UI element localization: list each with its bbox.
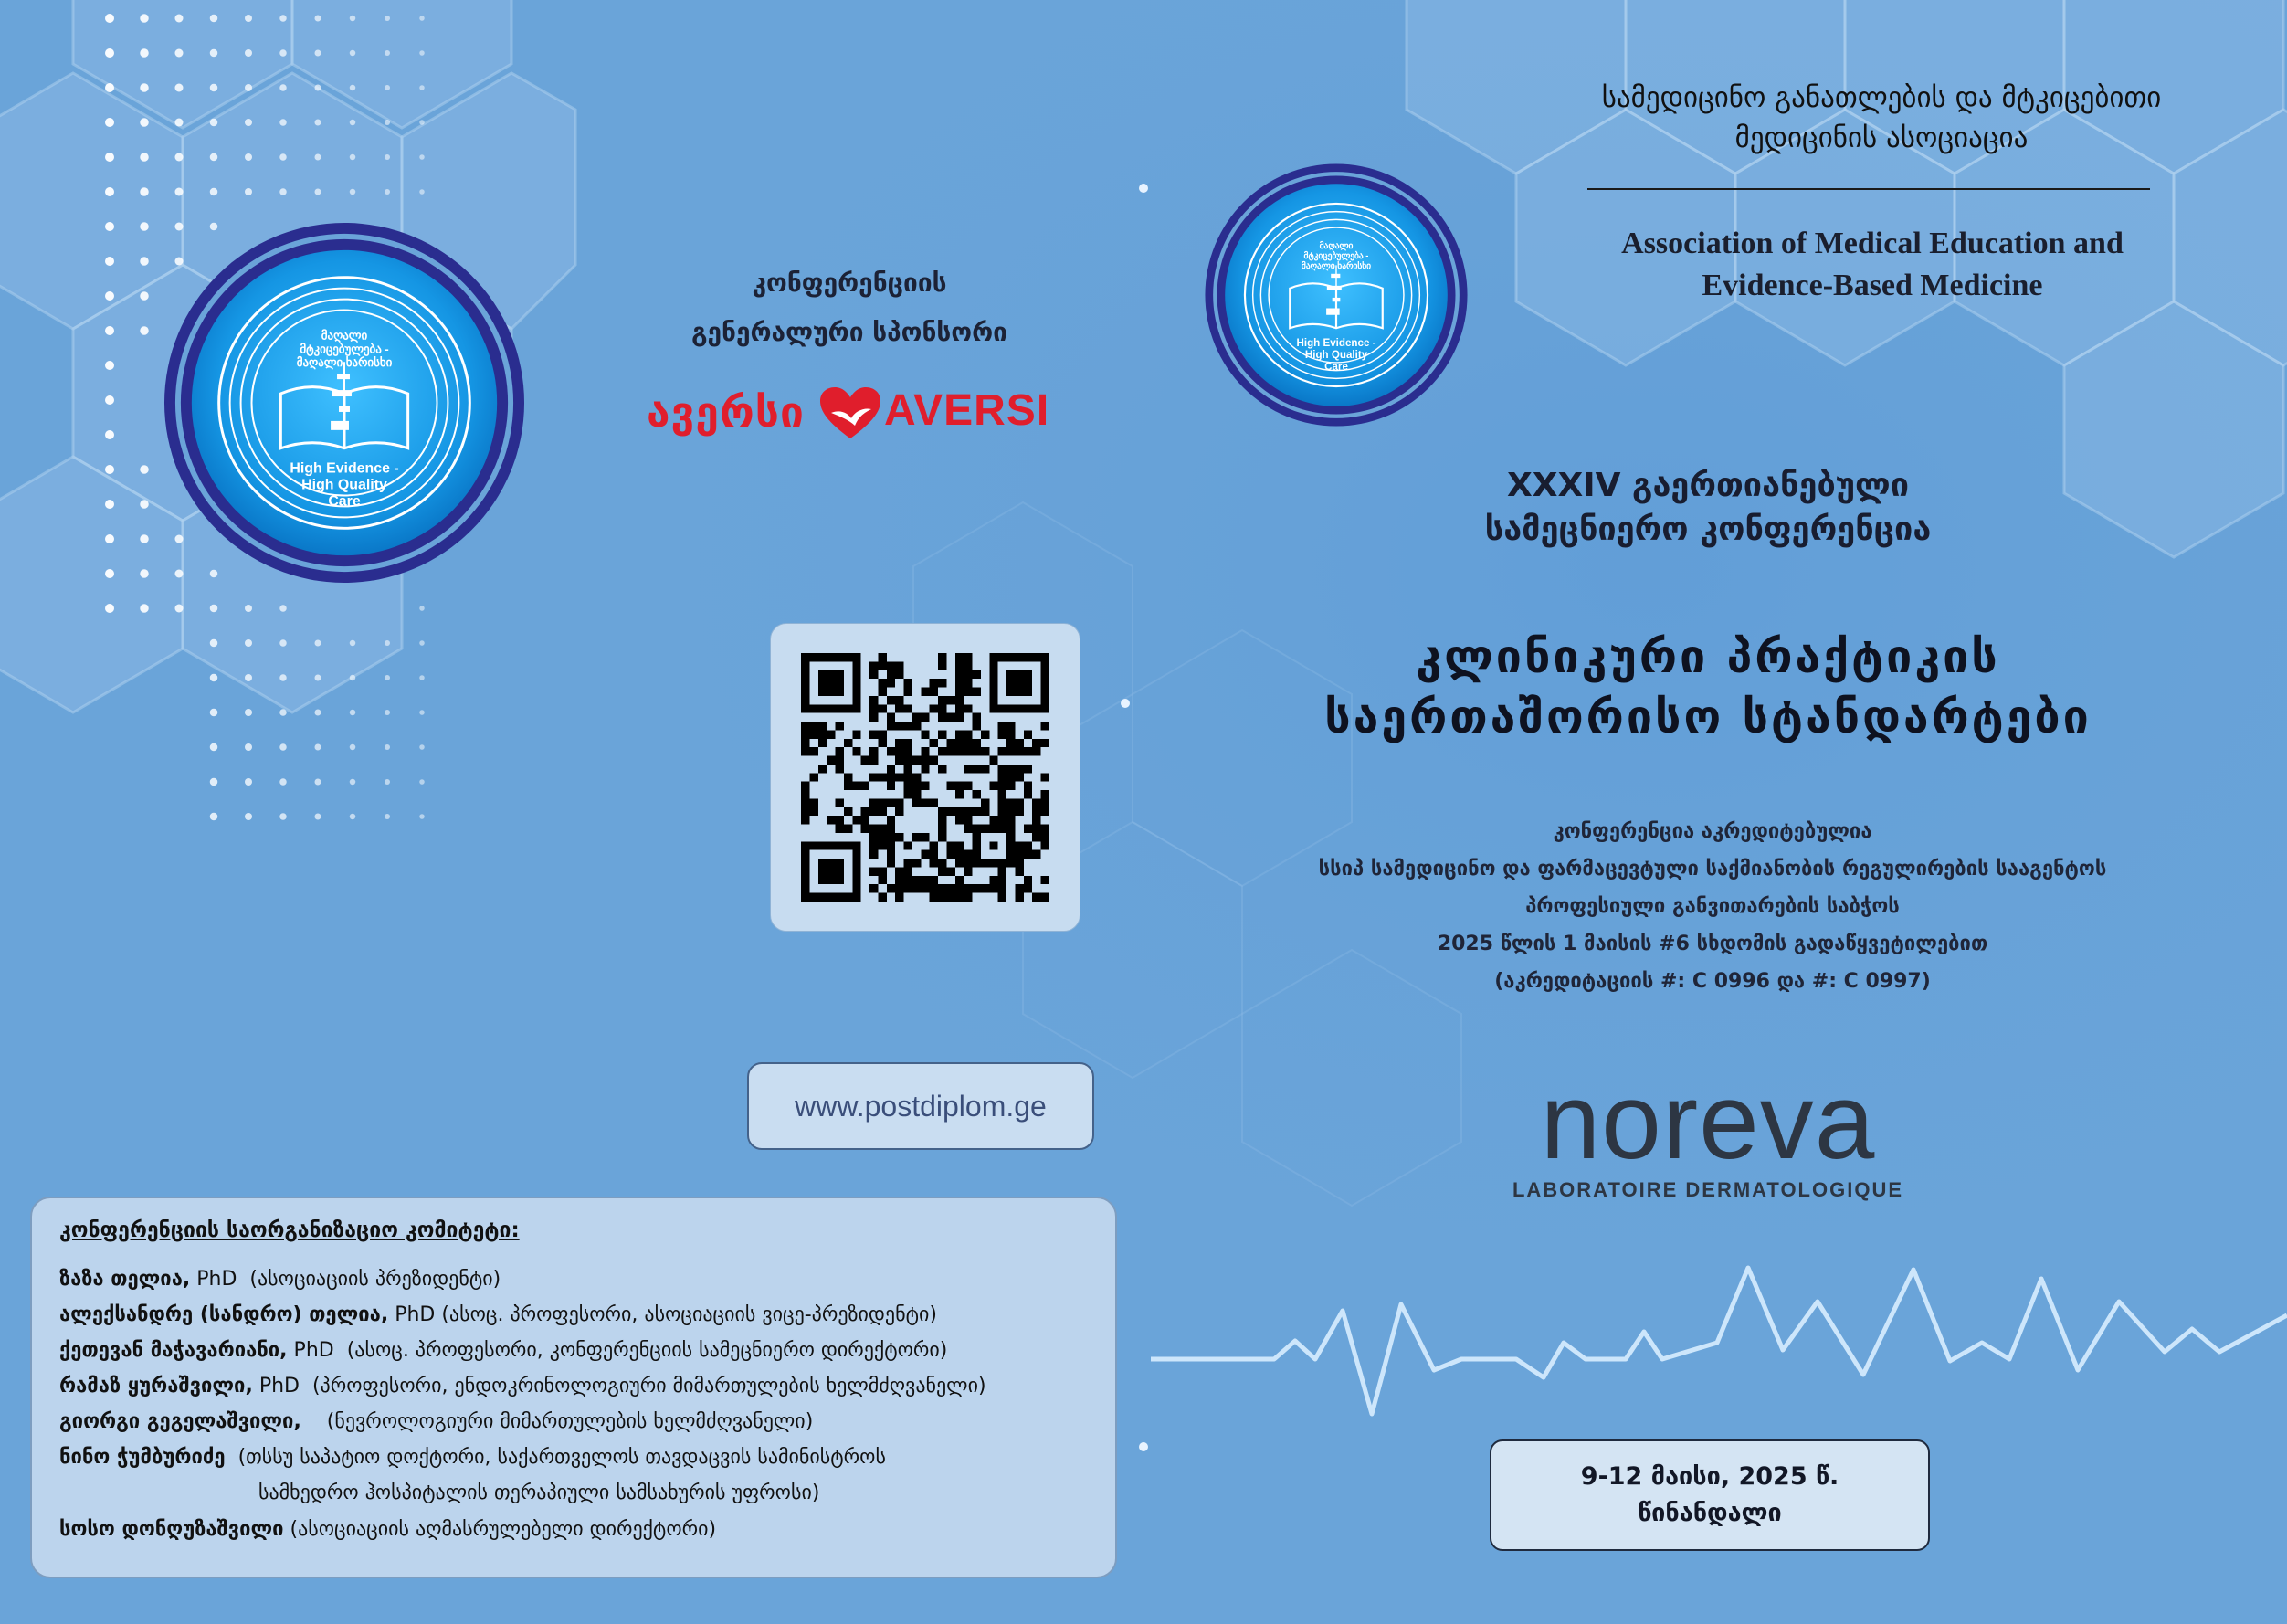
committee-member <box>59 1410 813 1433</box>
member-name: რამაზ ყურაშვილი, <box>59 1375 253 1397</box>
accreditation-line: სსიპ სამედიცინო და ფარმაცევტული საქმიანობის რეგულირების სააგენტოს <box>1318 858 2107 881</box>
conference-title-line2: საერთაშორისო სტანდარტები <box>1324 691 2092 743</box>
sponsor-heading-line1: კონფერენციის <box>752 268 947 298</box>
member-role: (ასოციაციის პრეზიდენტი) <box>249 1268 501 1291</box>
member-role: (ნევროლოგიური მიმართულების ხელმძღვანელი) <box>326 1410 814 1433</box>
association-name-en-line2: Evidence-Based Medicine <box>1702 269 2043 302</box>
date-location-box <box>1490 1439 1930 1551</box>
association-name-ka-line1: სამედიცინო განათლების და მტკიცებითი <box>1601 81 2162 114</box>
member-name: ზაზა თელია, <box>59 1268 191 1291</box>
member-name: ქეთევან მაჭავარიანი, <box>59 1339 288 1362</box>
member-name: გიორგი გეგელაშვილი, <box>59 1410 301 1433</box>
seal-text-bottom-1: High Evidence - <box>1296 336 1376 349</box>
website-link[interactable]: www.postdiplom.ge <box>747 1062 1094 1150</box>
association-divider <box>1587 188 2150 190</box>
member-degree: PhD <box>258 1375 300 1397</box>
member-name: ალექსანდრე (სანდრო) თელია, <box>59 1303 389 1326</box>
aversi-logo-latin: AVERSI <box>884 386 1050 435</box>
member-role: (პროფესორი, ენდოკრინოლოგიური მიმართულების ხელმძღვანელი) <box>311 1375 986 1397</box>
heart-icon <box>818 385 882 442</box>
committee-member <box>59 1339 947 1362</box>
accreditation-line: კონფერენცია აკრედიტებულია <box>1553 820 1872 843</box>
association-name-ka-line2: მედიცინის ასოციაცია <box>1734 121 2029 154</box>
member-name: სოსო დონღუზაშვილი <box>59 1518 284 1541</box>
member-role: (ასოც. პროფესორი, კონფერენციის სამეცნიერო დირექტორი) <box>346 1339 948 1362</box>
member-role: (თსსუ საპატიო დოქტორი, საქართველოს თავდაცვის სამინისტროს <box>237 1446 886 1469</box>
qr-code-card <box>770 623 1080 932</box>
conference-title <box>1270 627 2146 747</box>
committee-member <box>59 1303 937 1326</box>
seal-text-top-1: მაღალი <box>321 328 368 343</box>
accreditation-line: 2025 წლის 1 მაისის #6 სხდომის გადაწყვეტილებით <box>1437 933 1988 955</box>
committee-member <box>59 1518 716 1541</box>
association-name-georgian <box>1480 78 2283 158</box>
conference-number-line1: XXXIV გაერთიანებული <box>1507 467 1909 504</box>
aversi-logo-georgian: ავერსი <box>647 387 805 437</box>
conference-location: წინანდალი <box>1638 1499 1782 1527</box>
member-role: (ასოციაციის აღმასრულებელი დირექტორი) <box>290 1518 717 1541</box>
member-degree: PhD <box>196 1268 237 1291</box>
committee-member <box>59 1446 886 1469</box>
sponsor-heading <box>630 258 1069 357</box>
association-name-english <box>1498 223 2247 307</box>
association-name-en-line1: Association of Medical Education and <box>1621 227 2124 260</box>
member-degree: PhD <box>293 1339 334 1362</box>
accreditation-text <box>1215 813 2210 1000</box>
noreva-logo-name: noreva <box>1540 1061 1876 1182</box>
seal-text-top-3: მაღალი ხარისხი <box>1301 260 1372 270</box>
seal-text-bottom-2: High Quality <box>1304 348 1368 361</box>
aversi-logo <box>639 382 1069 446</box>
accreditation-line: პროფესიული განვითარების საბჭოს <box>1525 895 1900 918</box>
noreva-logo <box>1498 1061 1918 1202</box>
committee-title: კონფერენციის საორგანიზაციო კომიტეტი: <box>59 1218 520 1242</box>
association-seal-right <box>1204 163 1469 427</box>
seal-text-top-2: მტკიცებულება - <box>300 342 389 356</box>
seal-text-top-2: მტკიცებულება - <box>1303 250 1369 261</box>
seal-text-top-3: მაღალი ხარისხი <box>296 355 393 370</box>
sponsor-heading-line2: გენერალური სპონსორი <box>691 317 1007 347</box>
seal-text-bottom-1: High Evidence - <box>290 460 399 477</box>
committee-member <box>59 1268 501 1291</box>
member-role: (ასოც. პროფესორი, ასოციაციის ვიცე-პრეზიდენტი) <box>441 1303 937 1326</box>
seal-text-bottom-2: High Quality <box>301 477 387 493</box>
member-degree: PhD <box>395 1303 436 1326</box>
conference-number <box>1343 464 2073 552</box>
committee-member <box>59 1375 986 1397</box>
association-seal-left <box>163 221 526 585</box>
conference-number-line2: სამეცნიერო კონფერენცია <box>1484 511 1932 548</box>
committee-member-role-continuation: სამხედრო ჰოსპიტალის თერაპიული სამსახურის უფროსი) <box>258 1482 820 1504</box>
member-name: ნინო ჭუმბურიძე <box>59 1446 226 1469</box>
seal-text-bottom-3: Care <box>1324 360 1348 373</box>
qr-code[interactable] <box>801 653 1049 902</box>
noreva-logo-subtitle: LABORATOIRE DERMATOLOGIQUE <box>1512 1178 1904 1201</box>
accreditation-line: (აკრედიტაციის #: C 0996 და #: C 0997) <box>1494 970 1931 993</box>
conference-title-line1: კლინიკური პრაქტიკის <box>1416 630 2000 683</box>
conference-date: 9-12 მაისი, 2025 წ. <box>1580 1462 1839 1491</box>
seal-text-bottom-3: Care <box>328 493 361 510</box>
organizing-committee-panel <box>30 1197 1117 1578</box>
seal-text-top-1: მაღალი <box>1319 240 1354 251</box>
